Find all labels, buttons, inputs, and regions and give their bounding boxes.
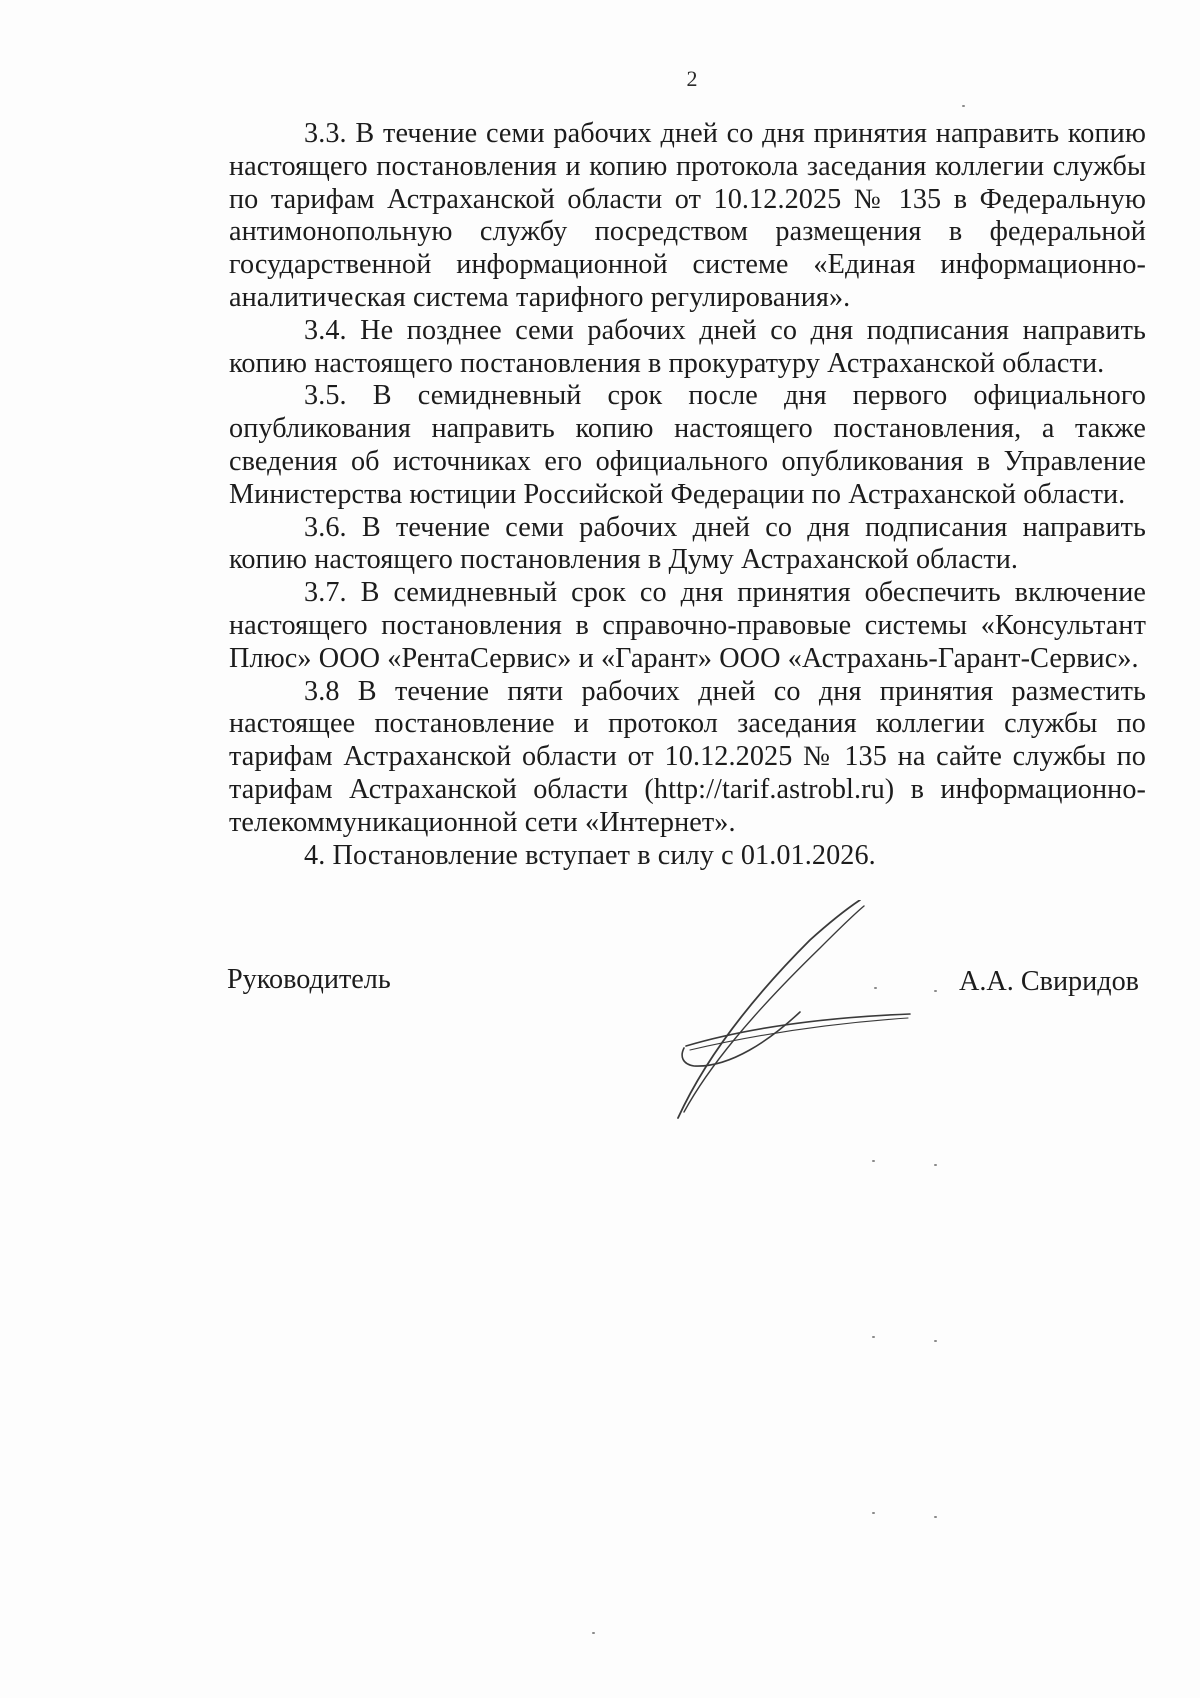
signature-stroke [684,906,864,1112]
scan-speck [872,1336,875,1338]
scan-speck [934,990,937,992]
paragraph-3-6: 3.6. В течение семи рабочих дней со дня подписания направить копию настоящего постановления в Думу Астраханской области. [229,511,1146,576]
signatory-position: Руководитель [227,964,391,995]
signatory-name: А.А. Свиридов [959,966,1139,997]
paragraph-4: 4. Постановление вступает в силу с 01.01.2026. [304,839,876,871]
scan-speck [874,987,877,989]
handwritten-signature [660,900,940,1120]
signature-stroke [678,900,860,1118]
scan-speck [872,1512,875,1514]
paragraph-3-8: 3.8 В течение пяти рабочих дней со дня принятия разместить настоящее постановление и протокол заседания коллегии службы по тарифам Астраханской области от 10.12.2025 № 135 на сайте службы по тарифам Астраханской области (http://tarif.astrobl.ru) в информационно-телекоммуникационной сети «Интернет». [229,675,1146,838]
scan-speck [934,1516,937,1518]
signature-block [0,964,1200,1004]
page-number: 2 [686,66,698,91]
scan-speck [872,1160,875,1162]
paragraph-3-7: 3.7. В семидневный срок со дня принятия обеспечить включение настоящего постановления в справочно-правовые системы «Консультант Плюс» ООО «РентаСервис» и «Гарант» ООО «Астрахань-Гарант-Сервис». [229,577,1146,674]
paragraph-3-5: 3.5. В семидневный срок после дня первого официального опубликования направить копию настоящего постановления, а также сведения об источниках его официального опубликования в Управление Министерства юстиции Российской Федерации по Астраханской области. [229,380,1146,510]
scan-speck [934,1340,937,1342]
scan-speck [962,105,965,107]
paragraph-3-3: 3.3. В течение семи рабочих дней со дня принятия направить копию настоящего постановления и копию протокола заседания коллегии службы по тарифам Астраханской области от 10.12.2025 № 135 в Федеральную антимонопольную службу посредством размещения в федеральной государственной информационной системе «Единая информационно-аналитическая система тарифного регулирования». [229,118,1146,313]
scan-speck [934,1164,937,1166]
document-body [229,118,1146,872]
paragraph-3-4: 3.4. Не позднее семи рабочих дней со дня подписания направить копию настоящего постановления в прокуратуру Астраханской области. [229,314,1146,379]
scan-speck [592,1632,595,1634]
